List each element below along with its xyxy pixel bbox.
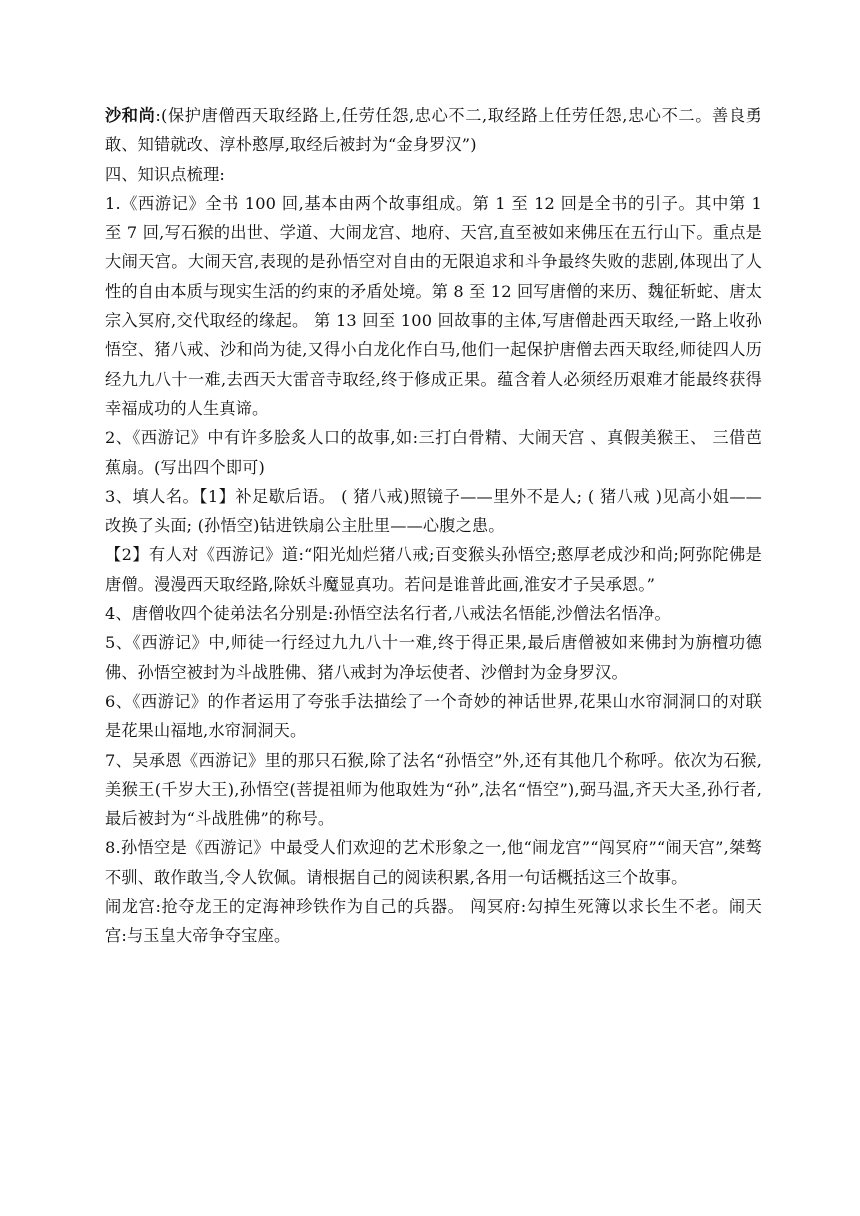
sha-heshang-label: 沙和尚 bbox=[105, 106, 156, 125]
paragraph-4: 4、唐僧收四个徒弟法名分别是:孙悟空法名行者,八戒法名悟能,沙僧法名悟净。 bbox=[105, 604, 671, 624]
section-title: 四、知识点梳理: bbox=[105, 164, 225, 184]
paragraph-9: 闹龙宫:抢夺龙王的定海神珍铁作为自己的兵器。 闯冥府:勾掉生死簿以求长生不老。闹天宫:与玉皇大帝争夺宝座。 bbox=[105, 897, 762, 946]
paragraph-8: 8.孙悟空是《西游记》中最受人们欢迎的艺术形象之一,他“闹龙宫”“闯冥府”“闹天宫”,桀骜不驯、敢作敢当,令人钦佩。请根据自己的阅读积累,各用一句话概括这三个故事。 bbox=[105, 838, 762, 887]
paragraph-3: 3、填人名。【1】补足歇后语。 ( 猪八戒)照镜子——里外不是人; ( 猪八戒 )见高小姐——改换了头面; (孙悟空)钻进铁扇公主肚里——心腹之患。 bbox=[105, 486, 762, 536]
paragraph-3b: 【2】有人对《西游记》道:“阳光灿烂猪八戒;百变猴头孙悟空;憨厚老成沙和尚;阿弥陀佛是唐僧。漫漫西天取经路,除妖斗魔显真功。若问是谁普此画,淮安才子吴承恩。” bbox=[105, 545, 762, 594]
sha-heshang-paragraph bbox=[105, 101, 762, 160]
paragraph-2: 2、《西游记》中有许多脍炙人口的故事,如:三打白骨精、大闹天宫 、真假美猴王、 三借芭蕉扇。(写出四个即可) bbox=[105, 428, 762, 477]
sha-heshang-text: :(保护唐僧西天取经路上,任劳任怨,忠心不二,取经路上任劳任怨,忠心不二。善良勇敢、知错就改、淳朴憨厚,取经后被封为“金身罗汉”) bbox=[105, 106, 762, 155]
paragraph-7: 7、吴承恩《西游记》里的那只石猴,除了法名“孙悟空”外,还有其他几个称呼。依次为石猴,美猴王(千岁大王),孙悟空(菩提祖师为他取姓为“孙”,法名“悟空”),弼马温,齐天大圣,孙行者,最后被封为“斗战胜佛”的称号。 bbox=[105, 750, 762, 829]
paragraph-6: 6、《西游记》的作者运用了夸张手法描绘了一个奇妙的神话世界,花果山水帘洞洞口的对联是花果山福地,水帘洞洞天。 bbox=[105, 691, 762, 741]
paragraph-1: 1.《西游记》全书 100 回,基本由两个故事组成。第 1 至 12 回是全书的引子。其中第 1 至 7 回,写石猴的出世、学道、大闹龙宫、地府、天宫,直至被如来佛压在五行山下。重点是大闹天宫。大闹天宫,表现的是孙悟空对自由的无限追求和斗争最终失败的悲剧,体现出了人性的自由本质与现实生活的约束的矛盾处境。第 8 至 12 回写唐僧的来历、魏征斩蛇、唐太宗入冥府,交代取经的缘起。 第 13 回至 100 回故事的主体,写唐僧赴西天取经,一路上收孙悟空、猪八戒、沙和尚为徒,又得小白龙化作白马,他们一起保护唐僧去西天取经,师徒四人历经九九八十一难,去西天大雷音寺取经,终于修成正果。蕴含着人必须经历艰难才能最终获得幸福成功的人生真谛。 bbox=[105, 193, 763, 418]
document-body bbox=[105, 101, 762, 951]
paragraph-5: 5、《西游记》中,师徒一行经过九九八十一难,终于得正果,最后唐僧被如来佛封为旃檀功德佛、孙悟空被封为斗战胜佛、猪八戒封为净坛使者、沙僧封为金身罗汉。 bbox=[105, 633, 762, 682]
